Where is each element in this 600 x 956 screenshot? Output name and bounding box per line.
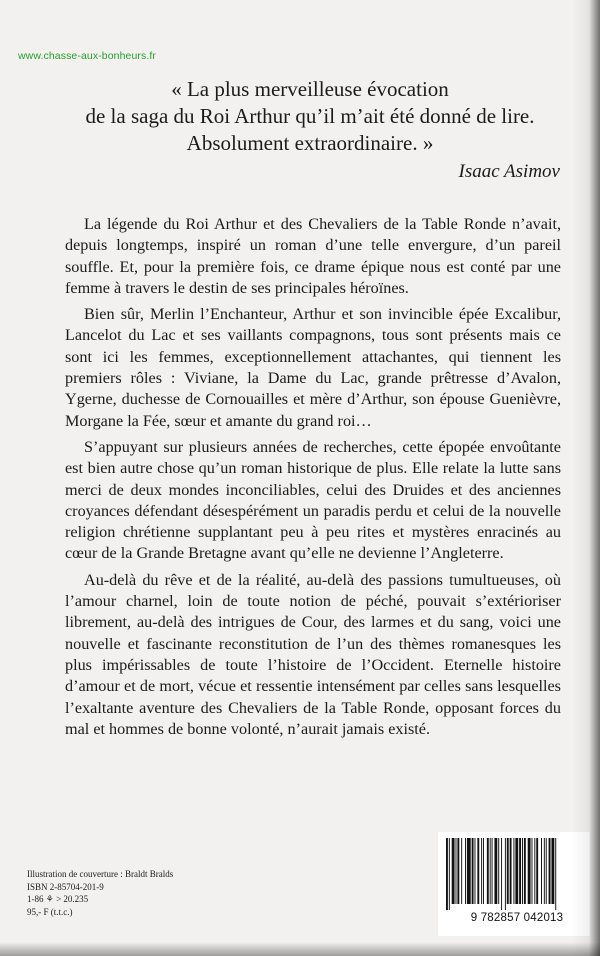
barcode-bar [510, 838, 512, 904]
barcode-bar [534, 838, 535, 904]
barcode-bar [467, 838, 471, 904]
barcode-bar [494, 838, 497, 904]
barcode-bar [541, 838, 542, 904]
barcode-digits: 9 782857 042013 [470, 912, 564, 924]
barcode-bar [501, 838, 502, 910]
barcode-bar [461, 838, 462, 904]
review-quote [30, 76, 590, 157]
barcode-bar [544, 838, 545, 904]
quote-line-3: Absolument extraordinaire. » [186, 131, 434, 155]
barcode-bar [475, 838, 476, 904]
barcode-bar [457, 838, 459, 904]
watermark-url[interactable]: www.chasse-aux-bonheurs.fr [18, 50, 156, 62]
barcode-bar [505, 838, 506, 910]
barcode-bar [483, 838, 484, 904]
barcode [438, 832, 590, 936]
barcode-bar [536, 838, 538, 904]
barcode-bar [452, 838, 455, 904]
barcode-bar [487, 838, 489, 904]
barcode-bar [490, 838, 491, 904]
barcode-bar [477, 838, 479, 904]
barcode-bar [465, 838, 466, 904]
barcode-bar [519, 838, 521, 904]
barcode-bars [444, 838, 584, 912]
price-line: 95,- F (t.t.c.) [27, 906, 73, 917]
quote-line-2: de la saga du Roi Arthur qu’il m’ait été donné de lire. [85, 104, 535, 128]
barcode-bar [513, 838, 514, 904]
illustration-credit: Illustration de couverture : Braldt Bralds [27, 869, 174, 879]
barcode-bar [492, 838, 493, 904]
barcode-bar [481, 838, 482, 904]
blurb-paragraph-3: S’appuyant sur plusieurs années de recherches, cette épopée envoûtante est bien autre chose qu’un roman historique de plus. Elle relate la lutte sans merci de deux mondes inconciliables, celui des Druides et des anciennes croyances défendant désespérément un paradis perdu et celui de la nouvelle religion chrétienne supplantant peu à peu rites et mystères enracinés au cœur de la Grande Bretagne avant qu’elle ne devienne l’Angleterre. [65, 437, 561, 563]
barcode-bar [528, 838, 531, 904]
barcode-bar [515, 838, 518, 904]
blurb-paragraph-1: La légende du Roi Arthur et des Chevaliers de la Table Ronde n’avait, depuis longtemps, inspiré un roman d’une telle envergure, d’un pareil souffle. Et, pour la première fois, ce drame épique nous est conté par une femme à travers le destin de ses principales héroïnes. [65, 215, 561, 297]
barcode-bar [449, 838, 450, 910]
barcode-bar [546, 838, 547, 904]
barcode-bar [507, 838, 509, 904]
blurb-text [65, 214, 561, 745]
isbn-line: ISBN 2-85704-201-9 [27, 881, 104, 892]
blurb-paragraph-2: Bien sûr, Merlin l’Enchanteur, Arthur et son invincible épée Excalibur, Lancelot du Lac et ses vaillants compagnons, tous sont présents mais ce sont ici les femmes, exceptionnellement attachantes, qui tiennent les premiers rôles : Viviane, la Dame du Lac, grande prêtresse d’Avalon, Ygerne, duchesse de Cornouailles et mère d’Arthur, son épouse Guenièvre, Morgane la Fée, sœur et amante du grand roi… [65, 305, 561, 430]
barcode-bar [446, 838, 448, 910]
barcode-bar [549, 838, 551, 904]
barcode-bar [524, 838, 526, 904]
quote-author: Isaac Asimov [458, 161, 560, 182]
publication-credits [27, 868, 173, 918]
barcode-bar [532, 838, 533, 904]
quote-line-1: « La plus merveilleuse évocation [171, 77, 449, 101]
barcode-bar [522, 838, 523, 904]
barcode-bar [472, 838, 474, 904]
barcode-bar [555, 838, 556, 910]
blurb-paragraph-4: Au-delà du rêve et de la réalité, au-delà des passions tumultueuses, où l’amour charnel, loin de toute notion de péché, pouvait s’extérioriser librement, au-delà des intrigues de Cour, des larmes et du sang, voici une nouvelle et fascinante reconstitution de l’un des thèmes romanesques les plus impérissables de toute l’histoire de l’Occident. Eternelle histoire d’amour et de mort, vécue et ressentie intensément par celles sans lesquelles l’exaltante aventure des Chevaliers de la Table Ronde, opposant forces du mal et hommes de bonne volonté, n’aurait jamais existé. [65, 570, 561, 738]
catalog-code: 1-86 ⚘ > 20.235 [27, 894, 89, 904]
barcode-bar [456, 838, 457, 904]
page-bottom-shadow [0, 942, 600, 956]
barcode-bar [498, 838, 499, 904]
barcode-bar [551, 838, 554, 904]
